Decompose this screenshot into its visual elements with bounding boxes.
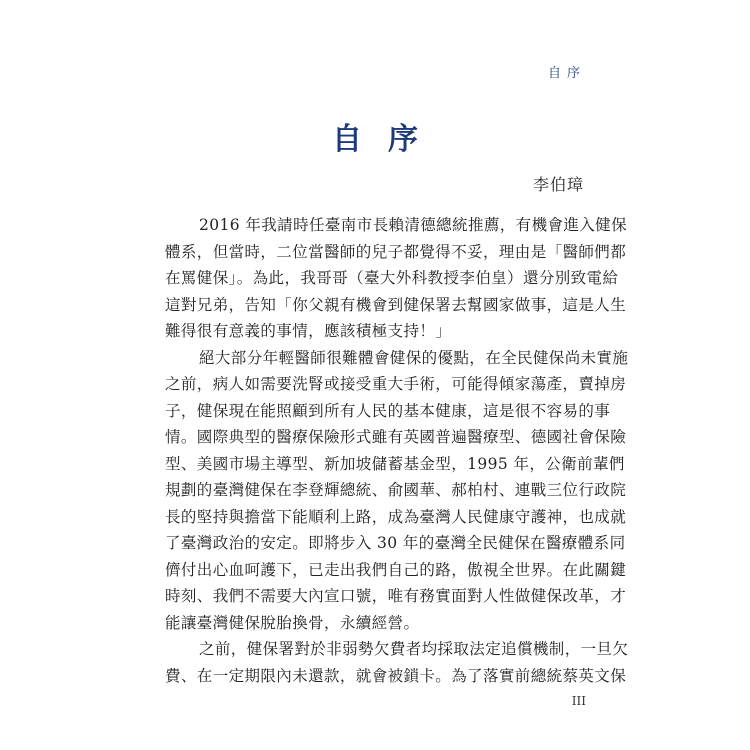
running-header: 自序 [547,66,586,81]
paragraph-line: 在罵健保」。為此，我哥哥（臺大外科教授李伯皇）還分別致電給 [165,269,619,287]
paragraph-line: 難得很有意義的事情，應該積極支持！」 [165,322,452,340]
paragraph-line: 了臺灣政治的安定。即將步入 30 年的臺灣全民健保在醫療體系同 [165,534,626,552]
paragraph-2 [165,345,629,637]
paragraph-line: 絕大部分年輕醫師很難體會健保的優點，在全民健保尚未實施 [199,348,629,367]
paragraph-line: 之前，病人如需要洗腎或接受重大手術，可能得傾家蕩產，賣掉房 [165,375,627,393]
paragraph-3 [165,636,629,689]
paragraph-line: 體系，但當時，二位當醫師的兒子都覺得不妥，理由是「醫師們都 [165,242,627,261]
author-name: 李伯璋 [532,175,584,194]
paragraph-line: 情。國際典型的醫療保險形式雖有英國普遍醫療型、德國社會保險 [165,428,627,446]
paragraph-line: 能讓臺灣健保脫胎換骨，永續經營。 [165,613,420,632]
paragraph-line: 2016 年我請時任臺南市長賴清德總統推薦，有機會進入健保 [199,216,627,234]
paragraph-line: 這對兄弟，告知「你父親有機會到健保署去幫國家做事，這是人生 [165,295,627,314]
paragraph-line: 費、在一定期限內未還款，就會被鎖卡。為了落實前總統蔡英文保 [165,666,627,685]
body-text [165,212,629,689]
paragraph-1 [165,212,627,345]
paragraph-line: 規劃的臺灣健保在李登輝總統、俞國華、郝柏村、連戰三位行政院 [165,481,627,499]
page-number: III [571,694,586,708]
paragraph-line: 型、美國市場主導型、新加坡儲蓄基金型，1995 年，公衛前輩們 [165,454,625,473]
paragraph-line: 之前，健保署對於非弱勢欠費者均採取法定追償機制，一旦欠 [199,640,629,658]
paragraph-line: 儕付出心血呵護下，已走出我們自己的路，傲視全世界。在此關鍵 [165,560,627,579]
paragraph-line: 子，健保現在能照顧到所有人民的基本健康，這是很不容易的事 [165,401,611,420]
paragraph-line: 時刻、我們不需要大內宣口號，唯有務實面對人性做健保改革，才 [165,587,627,605]
page-title: 自序 [332,122,444,157]
paragraph-line: 長的堅持與擔當下能順利上路，成為臺灣人民健康守護神，也成就 [165,507,627,526]
